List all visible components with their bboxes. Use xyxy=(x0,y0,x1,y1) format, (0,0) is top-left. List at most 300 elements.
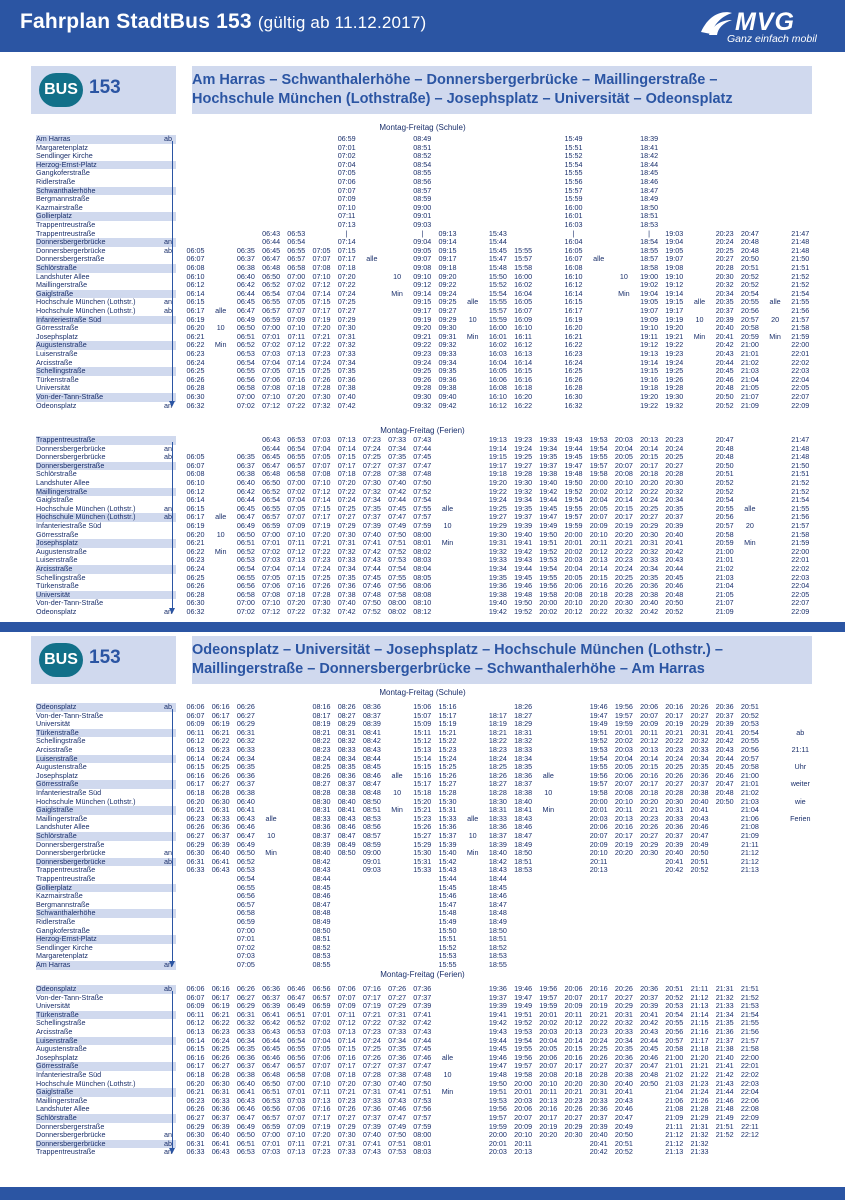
time-cell: 20 xyxy=(771,314,780,324)
time-cell: 09:08 xyxy=(413,263,432,272)
time-cell: 07:00 xyxy=(262,1130,281,1140)
time-cell: 19:42 xyxy=(539,486,558,496)
time-cell: 20:50 xyxy=(665,598,684,608)
time-cell: 06:54 xyxy=(262,495,281,505)
time-cell: 20:52 xyxy=(665,992,684,1002)
time-cell: 16:22 xyxy=(514,400,533,410)
time-cell: 21:11 xyxy=(665,1121,684,1131)
time-cell: 07:13 xyxy=(287,1147,306,1157)
time-cell: 20:52 xyxy=(715,486,734,496)
time-cell: 06:08 xyxy=(186,263,205,272)
time-cell: 07:52 xyxy=(388,546,407,556)
time-cell: 06:18 xyxy=(186,788,205,797)
time-cell: 15:31 xyxy=(438,805,457,815)
stop-name: Bergmannstraße xyxy=(36,900,90,909)
time-cell: 06:25 xyxy=(211,762,230,772)
time-cell: 07:08 xyxy=(262,383,281,393)
time-cell: 21:51 xyxy=(791,263,810,272)
stop-name: Türkenstraße xyxy=(36,375,79,384)
time-cell: 08:49 xyxy=(337,839,356,849)
time-cell: 20:17 xyxy=(640,460,659,470)
time-cell: 06:25 xyxy=(211,1044,230,1054)
time-cell: 19:14 xyxy=(665,288,684,298)
time-cell: 20:25 xyxy=(665,452,684,462)
table-header: Montag-Freitag (Ferien) xyxy=(380,970,465,979)
time-cell: 20:53 xyxy=(665,1001,684,1011)
arrival-departure-marker xyxy=(164,994,176,1003)
time-cell: 20:05 xyxy=(564,572,583,582)
stop-name: Kazmairstraße xyxy=(36,203,83,212)
time-cell: 20:48 xyxy=(715,452,734,462)
departure-times xyxy=(183,1148,814,1157)
time-cell: 07:24 xyxy=(312,357,331,367)
time-cell: alle xyxy=(467,813,479,823)
time-cell: 21:05 xyxy=(740,383,759,393)
time-cell: 06:44 xyxy=(262,237,281,247)
time-cell: 06:44 xyxy=(236,495,255,505)
time-cell: 07:41 xyxy=(362,538,381,548)
time-cell: 22:07 xyxy=(791,392,810,401)
time-cell: 06:28 xyxy=(186,589,205,599)
time-cell: 20:07 xyxy=(589,831,608,840)
time-cell: 06:17 xyxy=(211,992,230,1002)
time-cell: 20:50 xyxy=(715,392,734,401)
time-cell: 18:44 xyxy=(488,874,507,883)
time-cell: 07:09 xyxy=(287,1121,306,1131)
stop-name: Schellingstraße xyxy=(36,737,86,746)
time-cell: 18:45 xyxy=(488,882,507,892)
arrival-departure-marker: ab xyxy=(164,985,176,994)
time-cell: 07:32 xyxy=(337,546,356,556)
time-cell: 06:22 xyxy=(211,1018,230,1028)
time-cell: 20:42 xyxy=(665,865,684,875)
time-cell: 19:15 xyxy=(665,297,684,307)
time-cell: 09:20 xyxy=(413,323,432,333)
time-cell: 21:05 xyxy=(715,589,734,599)
time-cell: 20:57 xyxy=(740,753,759,763)
time-cell: 07:20 xyxy=(312,529,331,539)
time-cell: 15:28 xyxy=(438,788,457,797)
time-cell: 20:57 xyxy=(715,521,734,530)
time-cell: 20:03 xyxy=(589,813,608,823)
time-cell: 16:10 xyxy=(564,271,583,281)
time-cell: 07:30 xyxy=(362,478,381,487)
time-cell: 22:02 xyxy=(791,357,810,367)
time-cell: 06:36 xyxy=(211,1104,230,1114)
time-cell: 06:55 xyxy=(287,245,306,255)
stop-name: Ridlerstraße xyxy=(36,918,76,926)
time-cell: 08:46 xyxy=(337,822,356,832)
time-cell: 09:35 xyxy=(438,366,457,376)
time-cell: 15:30 xyxy=(438,796,457,806)
time-cell: 20:40 xyxy=(589,1130,608,1140)
time-cell: 20:01 xyxy=(589,805,608,815)
time-cell: weiter xyxy=(790,779,810,789)
time-cell: 21:58 xyxy=(791,529,810,539)
time-cell: 20:32 xyxy=(614,607,633,616)
time-cell: 15:43 xyxy=(438,865,457,875)
time-cell: 20:47 xyxy=(740,228,759,238)
time-cell: 09:18 xyxy=(438,263,457,272)
time-cell: 20:35 xyxy=(715,297,734,307)
time-cell: 06:30 xyxy=(186,392,205,401)
time-cell: 20:11 xyxy=(640,727,658,737)
time-cell: 09:25 xyxy=(413,366,432,376)
time-cell: 06:23 xyxy=(186,555,205,565)
time-cell: 06:53 xyxy=(236,555,255,565)
time-cell: 06:47 xyxy=(236,831,255,840)
time-cell: 07:17 xyxy=(312,512,331,522)
time-cell: 20:56 xyxy=(740,306,759,315)
time-cell: alle xyxy=(593,254,605,264)
time-cell: 18:51 xyxy=(514,856,533,866)
time-cell: 08:27 xyxy=(312,779,331,789)
time-cell: 08:36 xyxy=(337,770,356,780)
time-cell: 07:00 xyxy=(236,392,255,401)
time-cell: 06:53 xyxy=(287,1027,306,1036)
time-cell: 06:48 xyxy=(262,263,281,272)
time-cell: 20:48 xyxy=(640,1070,659,1079)
time-cell: 19:49 xyxy=(514,1001,533,1011)
time-cell: 21:02 xyxy=(665,1070,684,1079)
time-cell: 15:49 xyxy=(438,917,457,926)
stop-name: Gangkoferstraße xyxy=(36,926,90,935)
time-cell: 19:57 xyxy=(589,779,608,789)
time-cell: 21:42 xyxy=(715,1070,734,1079)
stop-name: Gaiglstraße xyxy=(36,1088,176,1097)
time-cell: 19:50 xyxy=(488,1078,507,1088)
time-cell: 20:37 xyxy=(665,512,684,522)
route-line-2: Maillingerstraße – Donnersbergerbrücke – Schwanthalerhöhe – Am Harras xyxy=(192,661,705,677)
time-cell: alle xyxy=(542,770,554,780)
time-cell: 06:26 xyxy=(236,702,255,711)
time-cell: 15:43 xyxy=(488,228,507,238)
time-cell: 19:42 xyxy=(514,546,533,556)
time-cell: 08:00 xyxy=(388,598,407,608)
time-cell: 16:28 xyxy=(564,383,583,393)
time-cell: 16:10 xyxy=(514,323,533,333)
time-cell: 21:58 xyxy=(740,1044,759,1054)
time-cell: 15:16 xyxy=(438,702,457,711)
time-cell: 20:27 xyxy=(715,254,734,264)
time-cell: 06:16 xyxy=(211,702,230,711)
time-cell: 19:00 xyxy=(640,271,659,281)
departure-times xyxy=(183,212,814,221)
table-row xyxy=(31,935,814,944)
time-cell: 07:54 xyxy=(388,564,407,573)
time-cell: 20:46 xyxy=(715,374,734,384)
time-cell: 07:18 xyxy=(287,589,306,599)
arrival-departure-marker xyxy=(164,565,176,574)
departure-times xyxy=(183,144,814,153)
time-cell: 15:19 xyxy=(438,719,457,729)
stop-name: Donnersbergerbrücke xyxy=(36,1140,176,1149)
time-cell: 07:20 xyxy=(312,323,331,333)
time-cell: 22:04 xyxy=(791,374,810,384)
time-cell: 19:44 xyxy=(488,1035,507,1045)
time-cell: 20:03 xyxy=(614,745,633,754)
time-cell: 07:28 xyxy=(362,1070,381,1079)
time-cell: 20:16 xyxy=(564,1052,583,1062)
time-cell: 06:09 xyxy=(186,1001,205,1011)
time-cell: 08:57 xyxy=(362,831,381,840)
time-cell: 06:33 xyxy=(236,1027,255,1036)
time-cell: 07:06 xyxy=(287,1104,306,1114)
arrival-departure-marker: an xyxy=(164,297,172,307)
time-cell: 08:23 xyxy=(312,745,331,754)
time-cell: 19:59 xyxy=(488,1121,507,1131)
time-cell: 06:32 xyxy=(186,400,205,410)
time-cell: 20:13 xyxy=(564,1027,583,1036)
time-cell: 06:59 xyxy=(262,314,281,324)
stop-name: Universität xyxy=(36,1002,70,1011)
time-cell: 21:20 xyxy=(690,1052,709,1062)
time-cell: 16:15 xyxy=(514,366,533,376)
time-cell: 20:55 xyxy=(740,736,759,746)
time-cell: 20:34 xyxy=(614,1035,633,1045)
time-cell: 20:27 xyxy=(614,992,633,1002)
time-cell: 07:48 xyxy=(362,589,381,599)
time-cell: 07:37 xyxy=(362,512,381,522)
time-cell: 20:33 xyxy=(665,813,684,823)
time-cell: 20:17 xyxy=(614,831,633,840)
time-cell: 20:42 xyxy=(640,1018,659,1028)
time-cell: 06:52 xyxy=(287,1018,306,1028)
time-cell: 07:23 xyxy=(362,435,381,444)
time-cell: 07:04 xyxy=(262,357,281,367)
time-cell: 20:44 xyxy=(715,357,734,367)
time-cell: 20:00 xyxy=(539,598,558,608)
time-cell: 07:40 xyxy=(337,392,356,401)
time-cell: 07:03 xyxy=(262,1147,281,1157)
time-cell: 20:49 xyxy=(614,1121,633,1131)
time-cell: 07:44 xyxy=(413,1035,432,1045)
time-cell: 07:02 xyxy=(312,1018,331,1028)
time-cell: 06:24 xyxy=(186,564,205,573)
time-cell: 08:50 xyxy=(337,848,356,858)
time-cell: 06:47 xyxy=(236,306,255,315)
time-cell: 20:39 xyxy=(640,1001,659,1011)
time-cell: 06:54 xyxy=(287,1035,306,1045)
stop-name: Landshuter Allee xyxy=(36,479,90,487)
time-cell: 06:21 xyxy=(186,805,205,815)
time-cell: 07:30 xyxy=(337,1130,356,1140)
time-cell: 07:25 xyxy=(337,503,356,513)
time-cell: alle xyxy=(215,306,227,315)
time-cell: 08:39 xyxy=(312,839,331,849)
time-cell: 07:22 xyxy=(312,546,331,556)
time-cell: 08:02 xyxy=(388,607,407,616)
time-cell: 21:47 xyxy=(791,435,810,444)
time-cell: 21:06 xyxy=(665,1095,684,1105)
time-cell: 09:03 xyxy=(362,865,381,875)
time-cell: 15:26 xyxy=(438,770,457,780)
time-cell: 20:07 xyxy=(589,512,608,522)
time-cell: 06:36 xyxy=(262,984,281,993)
time-cell: 06:55 xyxy=(287,452,306,462)
time-cell: 06:58 xyxy=(236,589,255,599)
time-cell: 20:30 xyxy=(715,271,734,281)
time-cell: 20:36 xyxy=(589,1104,608,1114)
time-cell: 22:02 xyxy=(740,1070,759,1079)
time-cell: 15:51 xyxy=(564,142,583,152)
time-cell: 09:31 xyxy=(438,331,457,341)
time-cell: 08:19 xyxy=(312,719,331,729)
time-cell: 18:46 xyxy=(488,891,507,901)
time-cell: 20:05 xyxy=(589,503,608,513)
time-cell: 06:38 xyxy=(236,1070,255,1079)
time-cell: 20:13 xyxy=(640,435,659,444)
time-cell: 07:05 xyxy=(236,960,255,969)
time-cell: 07:21 xyxy=(312,331,331,341)
time-cell: 20:13 xyxy=(589,555,608,565)
time-cell: 08:02 xyxy=(413,546,432,556)
time-cell: 08:48 xyxy=(312,908,331,918)
time-cell: 06:37 xyxy=(211,1113,230,1122)
time-cell: 19:15 xyxy=(640,366,659,376)
table-row xyxy=(31,875,814,884)
time-cell: 20:20 xyxy=(614,529,633,539)
time-cell: 21:16 xyxy=(690,1027,709,1036)
time-cell: 19:46 xyxy=(488,1052,507,1062)
time-cell: 20:30 xyxy=(665,796,684,806)
time-cell: 08:47 xyxy=(362,779,381,789)
time-cell: 06:32 xyxy=(186,607,205,616)
time-cell: 06:12 xyxy=(186,736,205,746)
arrival-departure-marker xyxy=(164,204,176,213)
time-cell: 20:32 xyxy=(614,1018,633,1028)
time-cell: 20:10 xyxy=(589,529,608,539)
time-cell: 19:37 xyxy=(488,992,507,1002)
time-cell: 06:45 xyxy=(262,452,281,462)
stop-name: Schlörstraße xyxy=(36,832,176,841)
time-cell: 19:25 xyxy=(488,503,507,513)
route-box xyxy=(31,636,176,684)
time-cell: alle xyxy=(441,1052,454,1062)
stop-name: Görresstraße xyxy=(36,1062,176,1071)
time-cell: 20:49 xyxy=(690,839,709,849)
stop-name: Bergmannstraße xyxy=(36,195,90,204)
time-cell: 06:55 xyxy=(236,882,255,892)
time-cell: 07:16 xyxy=(312,1104,331,1114)
arrival-departure-marker xyxy=(164,488,176,497)
time-cell: 06:05 xyxy=(186,245,205,255)
time-cell: 20:45 xyxy=(715,762,734,772)
stop-name: Universität xyxy=(36,591,176,600)
time-cell: 06:54 xyxy=(236,874,255,883)
time-cell: 19:57 xyxy=(488,1113,507,1122)
time-cell: 07:22 xyxy=(287,400,306,410)
time-cell: 07:53 xyxy=(388,1147,407,1157)
time-cell: 20:26 xyxy=(665,770,684,780)
stop-name: Luisenstraße xyxy=(36,350,78,358)
time-cell: 22:04 xyxy=(791,581,810,591)
time-cell: 08:03 xyxy=(413,1147,432,1157)
time-cell: 16:32 xyxy=(564,400,583,410)
time-cell: 06:27 xyxy=(186,831,205,840)
time-cell: 06:17 xyxy=(186,1061,205,1071)
time-cell: 08:16 xyxy=(312,702,331,711)
time-cell: 15:47 xyxy=(438,899,457,909)
time-cell: 06:24 xyxy=(211,1035,230,1045)
stop-name: Donnersbergerbrücke xyxy=(36,849,106,858)
arrival-departure-marker xyxy=(164,1071,176,1080)
time-cell: 08:17 xyxy=(312,710,331,720)
arrival-departure-marker xyxy=(164,462,176,471)
time-cell: 07:10 xyxy=(287,1130,306,1140)
time-cell: 06:42 xyxy=(236,486,255,496)
time-cell: 19:24 xyxy=(488,495,507,505)
time-cell: 20:23 xyxy=(665,435,684,444)
time-cell: 19:45 xyxy=(514,572,533,582)
time-cell: 06:26 xyxy=(211,1052,230,1062)
time-cell: 19:45 xyxy=(539,503,558,513)
time-cell: 06:17 xyxy=(186,512,205,522)
time-cell: 06:20 xyxy=(186,323,205,333)
time-cell: 07:59 xyxy=(413,521,432,530)
time-cell: 16:03 xyxy=(488,349,507,358)
arrival-departure-marker: an xyxy=(164,443,172,453)
time-cell: 15:27 xyxy=(438,779,457,789)
time-cell: 20:01 xyxy=(614,727,633,737)
time-cell: 08:32 xyxy=(337,736,356,746)
time-cell: 07:52 xyxy=(413,486,432,496)
time-cell: 07:09 xyxy=(287,314,306,324)
time-cell: 07:43 xyxy=(413,1027,432,1036)
table-row xyxy=(31,961,814,970)
time-cell: 19:20 xyxy=(640,392,659,401)
time-cell: 20:03 xyxy=(514,1095,533,1105)
time-cell: 16:11 xyxy=(514,331,532,341)
time-cell: 08:01 xyxy=(413,1138,432,1148)
time-cell: 18:50 xyxy=(640,202,659,212)
time-cell: 15:12 xyxy=(413,736,432,746)
time-cell: 20:01 xyxy=(539,1009,558,1019)
time-cell: 20:33 xyxy=(589,1095,608,1105)
time-cell: 07:03 xyxy=(312,435,331,444)
time-cell: 06:07 xyxy=(186,460,205,470)
time-cell: 06:43 xyxy=(262,228,281,238)
time-cell: 20:39 xyxy=(715,314,734,324)
time-cell: 15:52 xyxy=(488,280,507,290)
time-cell: 21:53 xyxy=(740,1001,759,1011)
time-cell: 20:15 xyxy=(640,452,659,462)
time-cell: alle xyxy=(769,297,781,307)
time-cell: 19:42 xyxy=(488,1018,507,1028)
time-cell: 07:32 xyxy=(312,607,331,616)
time-cell: 06:22 xyxy=(186,340,205,350)
arrival-departure-marker xyxy=(164,1045,176,1054)
time-cell: 06:50 xyxy=(236,848,255,858)
time-cell: 22:00 xyxy=(740,1052,759,1062)
time-cell: 15:47 xyxy=(488,254,507,264)
time-cell: 20:17 xyxy=(614,512,633,522)
time-cell: 19:52 xyxy=(514,1018,533,1028)
time-cell: 15:58 xyxy=(514,263,533,272)
time-cell: 15:48 xyxy=(438,908,457,918)
time-cell: 19:33 xyxy=(539,435,558,444)
time-cell: 09:23 xyxy=(413,349,432,358)
time-cell: 06:46 xyxy=(262,1052,281,1062)
time-cell: 19:55 xyxy=(589,762,608,772)
arrival-departure-marker xyxy=(164,178,176,187)
time-cell: 21:48 xyxy=(791,245,810,255)
time-cell: 07:26 xyxy=(388,984,407,993)
time-cell: 07:18 xyxy=(337,1070,356,1079)
time-cell: 21:57 xyxy=(740,1035,759,1045)
time-cell: 20:54 xyxy=(740,288,759,298)
time-cell: 19:47 xyxy=(539,512,558,522)
